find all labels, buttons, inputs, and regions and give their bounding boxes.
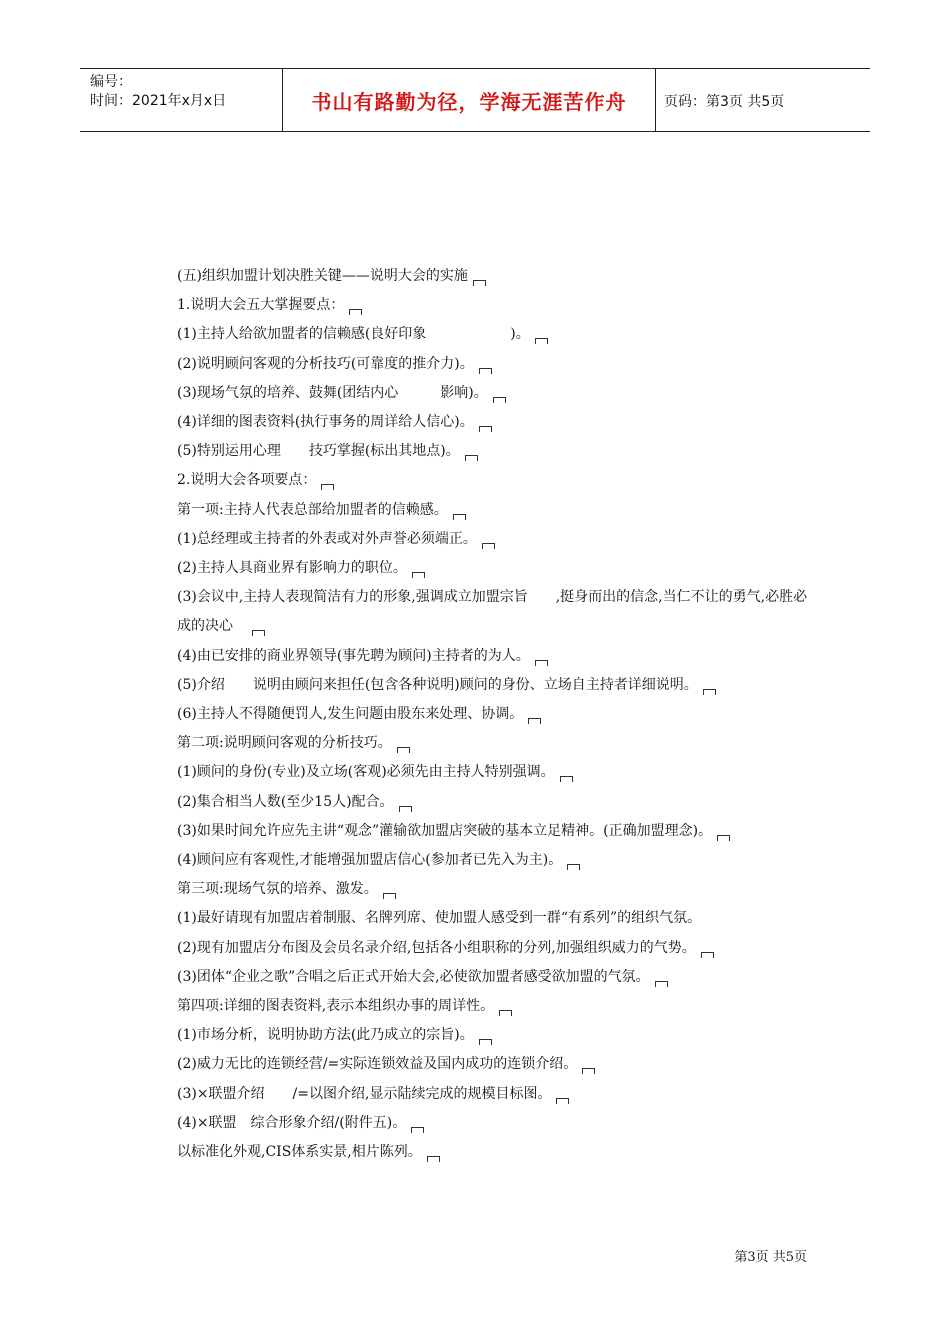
paragraph-mark-icon (482, 543, 495, 549)
paragraph-mark-icon (528, 718, 541, 724)
paragraph-mark-icon (499, 1010, 512, 1016)
paragraph-mark-icon (717, 835, 730, 841)
paragraph-line (143, 846, 813, 875)
paragraph-line (143, 466, 813, 495)
paragraph-line (143, 904, 813, 933)
paragraph-text: (3)现场气氛的培养、鼓舞(团结内心 影响)。 (177, 384, 488, 401)
paragraph-line (143, 291, 813, 320)
paragraph-mark-icon (473, 280, 486, 286)
paragraph-line (143, 992, 813, 1021)
paragraph-line (143, 496, 813, 525)
paragraph-line (143, 1109, 813, 1138)
paragraph-text: 第二项:说明顾问客观的分析技巧。 (177, 735, 392, 752)
paragraph-text: 1.说明大会五大掌握要点： (177, 297, 345, 314)
paragraph-line (143, 1080, 813, 1109)
paragraph-text: (1)最好请现有加盟店着制服、名牌列席、使加盟人感受到一群“有系列”的组织气氛。 (177, 910, 702, 927)
paragraph-line (143, 875, 813, 904)
paragraph-mark-icon (397, 747, 410, 753)
paragraph-line (143, 408, 813, 437)
paragraph-text: (4)顾问应有客观性,才能增强加盟店信心(参加者已先入为主)。 (177, 852, 563, 869)
paragraph-text: (1)总经理或主持者的外表或对外声誉必须端正。 (177, 530, 477, 547)
paragraph-mark-icon (453, 514, 466, 520)
document-body (143, 262, 813, 1167)
paragraph-text: (1)主持人给欲加盟者的信赖感(良好印象 )。 (177, 326, 530, 343)
header-motto: 书山有路勤为径，学海无涯苦作舟 (311, 90, 627, 114)
paragraph-text: (3)会议中,主持人表现简洁有力的形象,强调成立加盟宗旨 ,挺身而出的信念,当仁不让的勇气,必胜必成的决心 (177, 589, 808, 635)
paragraph-line (143, 817, 813, 846)
paragraph-text: (5)介绍 说明由顾问来担任(包含各种说明)顾问的身份、立场自主持者详细说明。 (177, 676, 698, 693)
paragraph-text: (3)×联盟介绍 /=以图介绍,显示陆续完成的规模目标图。 (177, 1085, 552, 1102)
header-page-number: 页码：第3页 共5页 (664, 94, 785, 110)
paragraph-mark-icon (535, 660, 548, 666)
serial-label: 编号： (90, 74, 132, 90)
paragraph-line (143, 758, 813, 787)
paragraph-mark-icon (479, 368, 492, 374)
paragraph-mark-icon (582, 1068, 595, 1074)
paragraph-mark-icon (252, 630, 265, 636)
paragraph-line (143, 1021, 813, 1050)
paragraph-line (143, 1050, 813, 1079)
paragraph-line (143, 437, 813, 466)
page-header (80, 68, 870, 132)
paragraph-line (143, 379, 813, 408)
paragraph-mark-icon (427, 1156, 440, 1162)
paragraph-line (143, 554, 813, 583)
paragraph-line (143, 729, 813, 758)
paragraph-line (143, 1138, 813, 1167)
paragraph-mark-icon (701, 952, 714, 958)
paragraph-mark-icon (560, 776, 573, 782)
footer-page-number: 第3页 共5页 (734, 1250, 807, 1265)
paragraph-text: 第四项:详细的图表资料,表示本组织办事的周详性。 (177, 998, 495, 1015)
paragraph-line (143, 320, 813, 349)
paragraph-text: 以标准化外观,CIS体系实景,相片陈列。 (177, 1144, 422, 1161)
paragraph-text: 第一项:主持人代表总部给加盟者的信赖感。 (177, 501, 448, 518)
paragraph-text: (3)团体“企业之歌”合唱之后正式开始大会,必使欲加盟者感受欲加盟的气氛。 (177, 968, 650, 985)
paragraph-mark-icon (703, 689, 716, 695)
paragraph-mark-icon (567, 864, 580, 870)
paragraph-line (143, 963, 813, 992)
header-meta (90, 73, 226, 111)
paragraph-text: (五)组织加盟计划决胜关键——说明大会的实施 (177, 268, 468, 284)
paragraph-text: (3)如果时间允许应先主讲“观念”灌输欲加盟店突破的基本立足精神。(正确加盟理念)。 (177, 822, 713, 839)
paragraph-text: 2.说明大会各项要点： (177, 472, 317, 489)
paragraph-line (143, 642, 813, 671)
paragraph-text: (4)由已安排的商业界领导(事先聘为顾问)主持者的为人。 (177, 647, 530, 664)
paragraph-text: (4)详细的图表资料(执行事务的周详给人信心)。 (177, 414, 474, 431)
paragraph-mark-icon (556, 1098, 569, 1104)
paragraph-text: (2)集合相当人数(至少15人)配合。 (177, 793, 394, 810)
paragraph-mark-icon (479, 1039, 492, 1045)
paragraph-mark-icon (383, 893, 396, 899)
paragraph-text: 第三项:现场气氛的培养、激发。 (177, 881, 378, 898)
paragraph-text: (6)主持人不得随便罚人,发生问题由股东来处理、协调。 (177, 706, 524, 723)
paragraph-text: (2)主持人具商业界有影响力的职位。 (177, 560, 407, 577)
paragraph-line (143, 262, 813, 291)
paragraph-text: (2)说明顾问客观的分析技巧(可靠度的推介力)。 (177, 355, 474, 372)
paragraph-text: (2)威力无比的连锁经营/=实际连锁效益及国内成功的连锁介绍。 (177, 1056, 578, 1073)
paragraph-mark-icon (479, 426, 492, 432)
paragraph-line (143, 583, 813, 641)
paragraph-mark-icon (465, 455, 478, 461)
paragraph-line (143, 788, 813, 817)
paragraph-line (143, 525, 813, 554)
paragraph-line (143, 671, 813, 700)
paragraph-line (143, 700, 813, 729)
paragraph-text: (1)顾问的身份(专业)及立场(客观)必须先由主持人特别强调。 (177, 764, 555, 781)
paragraph-mark-icon (399, 806, 412, 812)
paragraph-mark-icon (535, 338, 548, 344)
paragraph-text: (1)市场分析，说明协助方法(此乃成立的宗旨)。 (177, 1027, 474, 1044)
time-label: 时间：2021年x月x日 (90, 93, 227, 109)
paragraph-line (143, 350, 813, 379)
paragraph-mark-icon (412, 572, 425, 578)
paragraph-mark-icon (655, 981, 668, 987)
paragraph-mark-icon (493, 397, 506, 403)
paragraph-mark-icon (321, 484, 334, 490)
paragraph-text: (2)现有加盟店分布图及会员名录介绍,包括各小组职称的分列,加强组织威力的气势。 (177, 939, 696, 956)
paragraph-text: (5)特别运用心理 技巧掌握(标出其地点)。 (177, 443, 460, 460)
header-divider (655, 69, 656, 131)
paragraph-text: (4)×联盟 综合形象介绍/(附件五)。 (177, 1114, 407, 1131)
paragraph-mark-icon (349, 309, 362, 315)
paragraph-mark-icon (411, 1127, 424, 1133)
paragraph-line (143, 934, 813, 963)
